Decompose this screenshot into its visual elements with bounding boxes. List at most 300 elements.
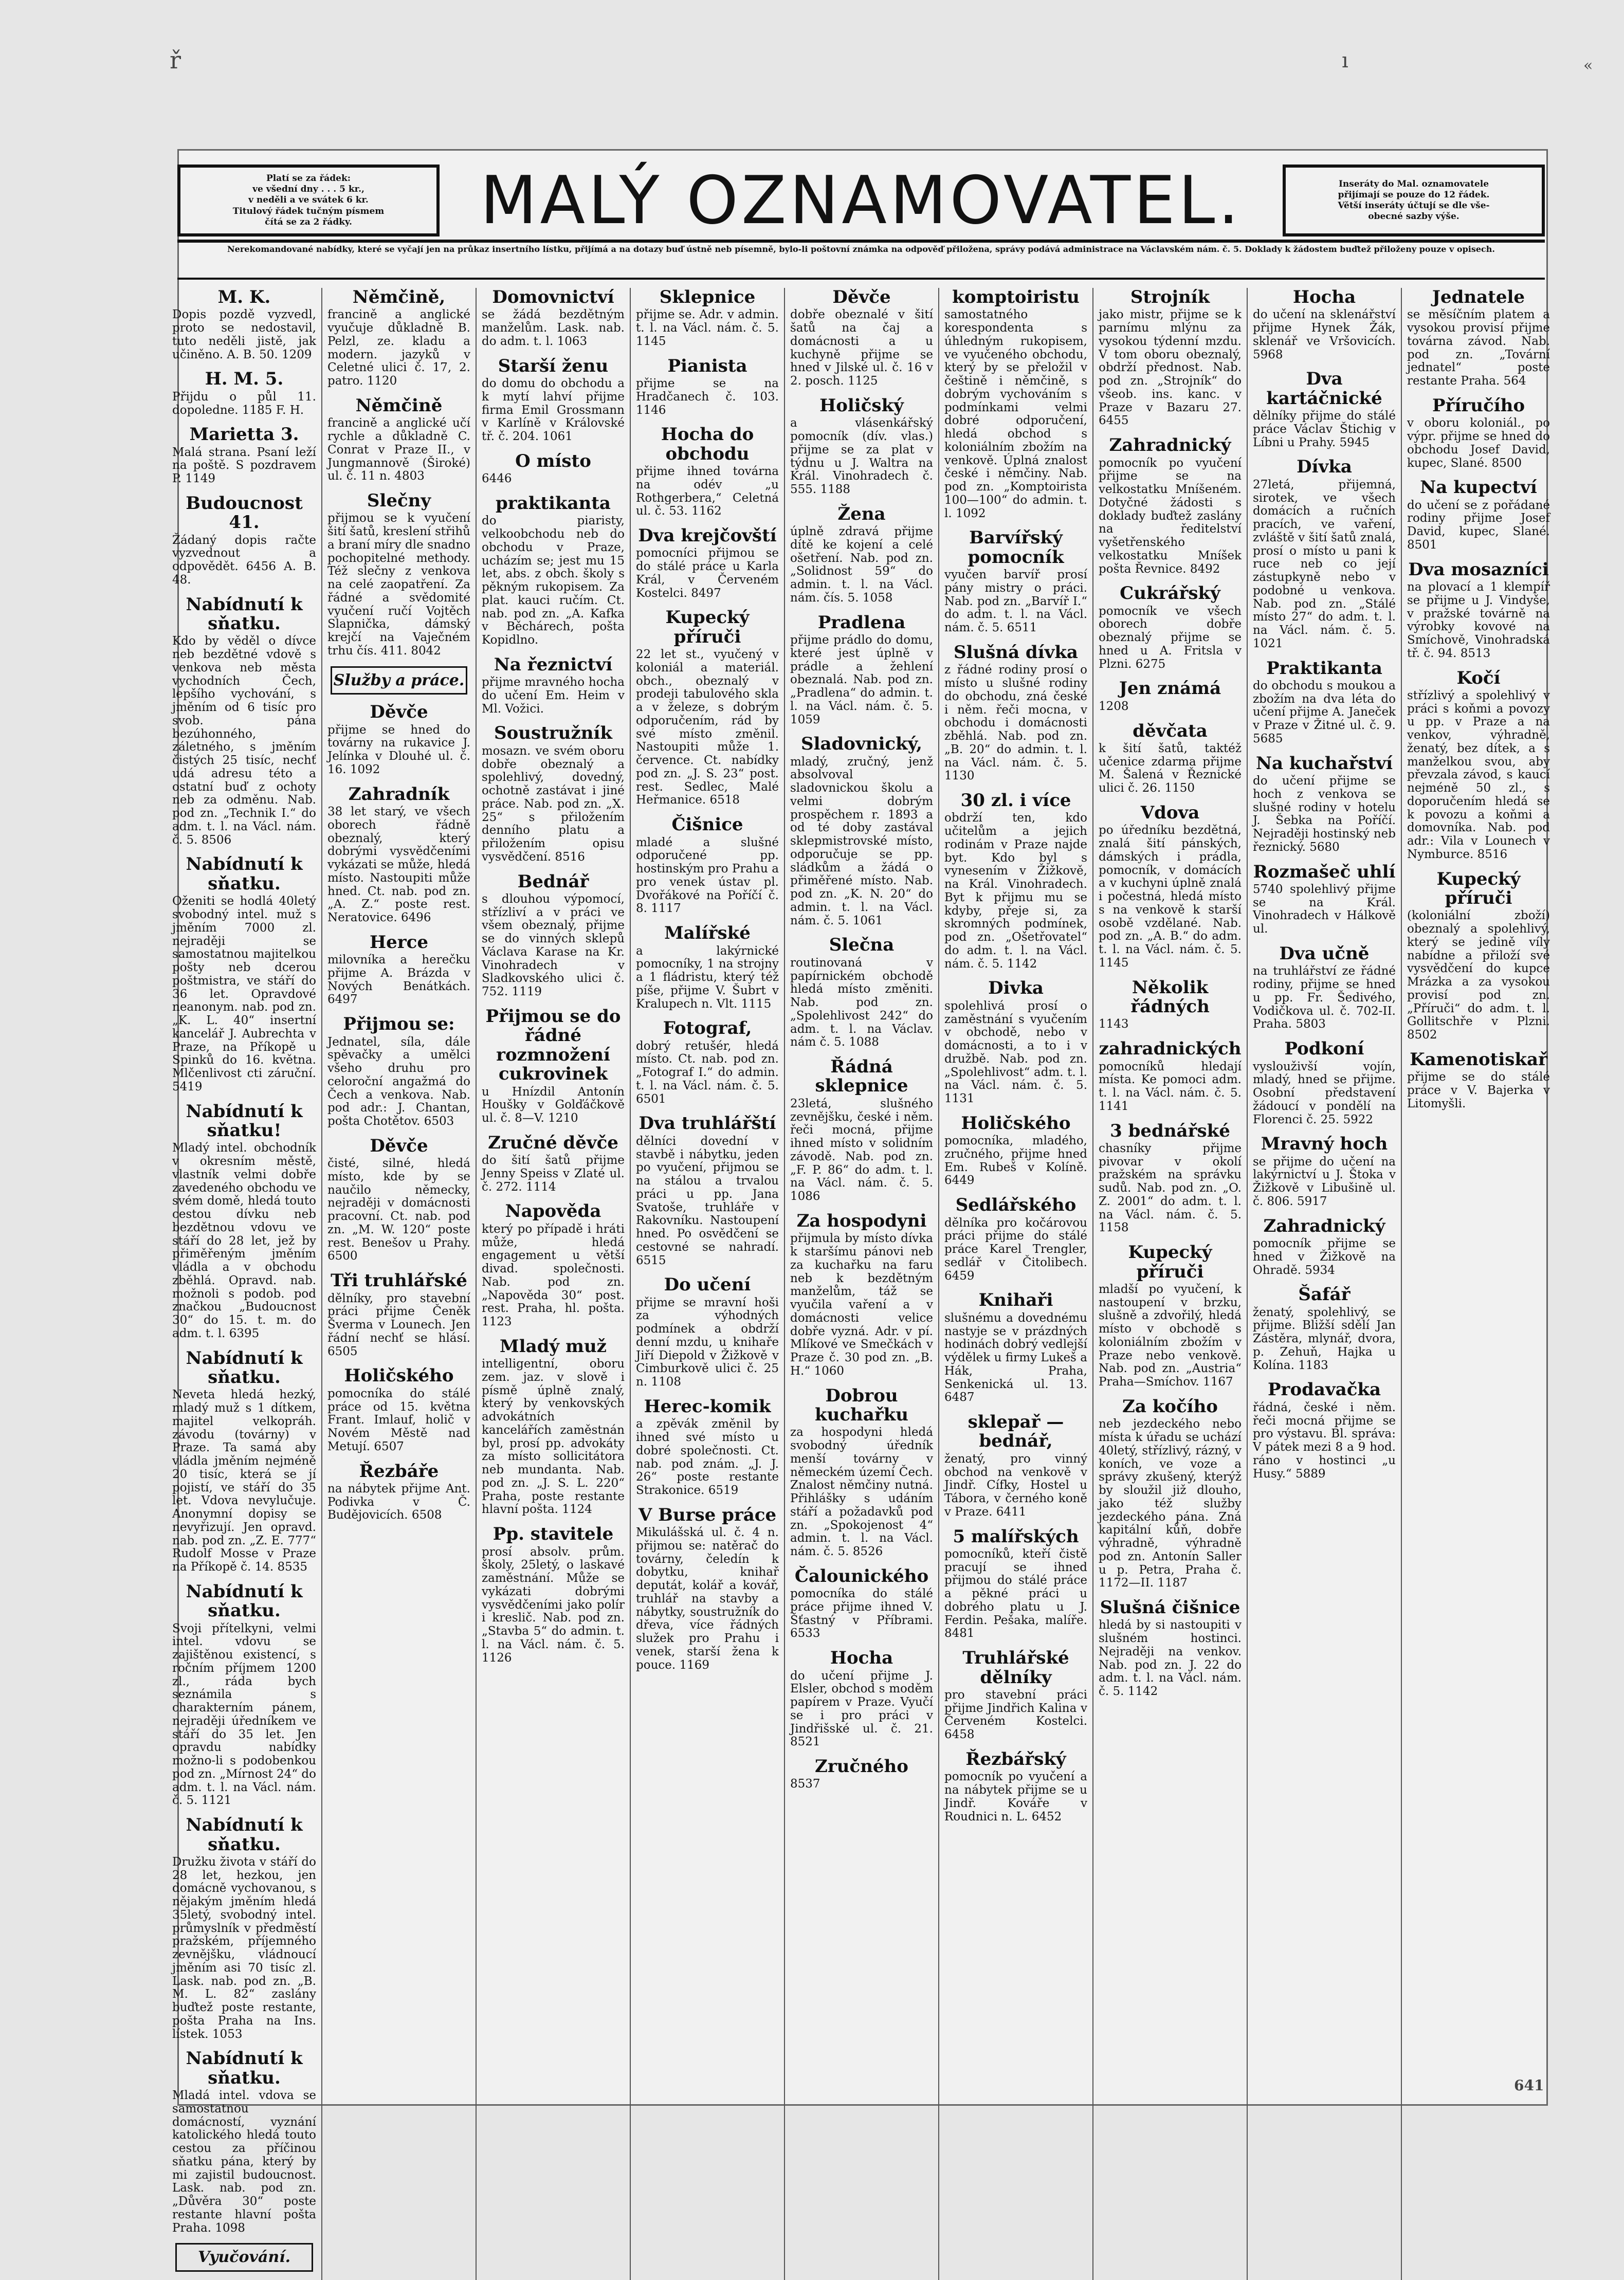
classified-ad [327,396,470,483]
classified-ad [327,288,470,388]
classified-ad [1099,804,1242,970]
ad-body: mladé a slušné odporučené pp. hostinským pro Prahu a pro venek ústav pl. Dvořákové na Poříčí č. 8. 1117 [636,835,779,916]
ad-body: prosí absolv. prům. školy, 25letý, o laskavé zaměstnání. Může se vykázati dobrými vysvědčeními jako polír i kreslič. Nab. pod zn. „Stavba 5“ do admin. t. l. na Václ. nám. č. 5. 1126 [482,1545,625,1665]
ad-title: komptoiristu [952,287,1080,307]
ad-body: Malá strana. Psaní leží na poště. S pozdravem P. 1149 [172,445,316,486]
classified-ad [482,1202,625,1328]
ad-body: intelligentní, oboru zem. jaz. v slově i písmě úplně znalý, který by venkovských advokátních kancelářích zaměstnán byl, prosí pp. advokáty za místo sollicitátora neb mundanta. Nab. pod zn. „J. S. L. 220“ Praha, poste restante hlavní pošta. 1124 [482,1357,625,1517]
ad-title: Kupecký příruči [1128,1242,1212,1282]
ad-body: dělníci dovední v stavbě i nábytku, jeden po vyučení, přijmou se na stálou a trvalou práci u pp. Jana Svatoše, truhláře v Rakovníku. Nastoupení hned. Po osvědčení se cestovné se nahradí. 6515 [636,1134,779,1267]
classified-ad [790,1649,933,1749]
rules-line: přijímají se pouze do 12 řádek. [1338,189,1490,200]
classified-ad [1253,458,1396,650]
classified-ad [636,1506,779,1672]
ad-body: pomocníka do stálé práce od 15. května Frant. Imlauf, holič v Novém Městě nad Metují. 6507 [327,1387,470,1453]
classified-ad [636,1114,779,1267]
classified-ad [636,425,779,518]
classified-ad [482,1007,625,1125]
ad-body: do učení se z pořádané rodiny přijme Josef David, kupec, Slané. 8501 [1407,498,1550,552]
ad-title: Nabídnutí k sňatku. [186,594,303,634]
ad-title: Nabídnutí k sňatku! [186,1101,303,1141]
ad-body: 27letá, přijemná, sirotek, ve všech domácích a ručních pracích, ve vaření, zvláště v šití šatů znalá, prosí o místo u pani k ruce neb co její zástupkyně nebo v podobné u venkova. Nab. pod zn. „Stálé místo 27“ do adm. t. l. na Václ. nám. č. 5. 1021 [1253,478,1396,650]
ad-title: Napověda [505,1201,601,1222]
section-heading: Vyučování. [175,2243,313,2272]
classified-ad [944,288,1087,520]
classified-ad [482,452,625,486]
ad-title: Šafář [1298,1284,1351,1305]
classified-ad [1099,1039,1242,1113]
ad-body: s dlouhou výpomocí, střízliví a v práci ve všem obeznalý, přijme se do vinných sklepů Václava Karase na Kr. Vinohradech v Sladkovského ulici č. 752. 1119 [482,892,625,999]
ad-title: Děvče [370,1135,428,1156]
classified-ad [172,1816,316,2041]
classified-ad [327,703,470,776]
ad-columns [167,287,1555,2267]
ad-title: V Burse práce [638,1504,777,1525]
ad-body: úplně zdravá přijme dítě ke kojení a celé ošetření. Nab. pod zn. „Solidnost 59“ do admin. t. l. na Václ. nám. čís. 5. 1058 [790,525,933,605]
ad-body: 38 let starý, ve všech oborech řádně obeznalý, který dobrými vysvědčeními vykázati se může, hledá místo. Nastoupiti může hned. Ct. nab. pod zn. „A. Z.“ poste rest. Neratovice. 6496 [327,805,470,925]
classified-ad [944,1196,1087,1283]
ad-title: Dva truhlářští [638,1113,776,1134]
ad-title: Zručného [815,1756,908,1777]
section-heading: Služby a práce. [331,666,467,695]
ad-body: přijme mravného hocha do učení Em. Heim v Ml. Vožici. [482,676,625,716]
ad-body: přijme se do stálé práce v V. Bajerka v Litomyšli. [1407,1070,1550,1110]
classified-ad [327,1366,470,1453]
ad-title: Kupecký příruči [665,607,750,647]
columns-top-rule [177,278,1545,280]
ad-title: Dívka [1297,457,1352,478]
ad-body: 1208 [1099,699,1129,713]
classified-ad [1253,659,1396,746]
ad-title: Holičského [961,1112,1071,1134]
ad-title: Zahradnický [1263,1215,1385,1236]
ad-body: a vlásenkářský pomocník (dív. vlas.) přijme se za plat v týdnu u J. Waltra na Král. Vinohradech č. 555. 1188 [790,416,933,497]
ad-body: na truhlářství ze řádné rodiny, přijme se hned u pp. Fr. Šedivého, Vodičkova ul. č. 702-II. Praha. 5803 [1253,964,1396,1031]
ad-title: Cukrářský [1120,583,1220,604]
ad-body: routinovaná v papírnickém obchodě hledá místo změniti. Nab. pod zn. „Spolehlivost 242“ do adm. t. l. na Václav. nám č. 5. 1088 [790,956,933,1049]
ad-body: mosazn. ve svém oboru dobře obeznalý a spolehlivý, dovedný, ochotně zastávat i jiné práce. Nab. pod zn. „X. 25“ s přiložením denního platu a přiložením opisu vysvědčení. 8516 [482,744,625,864]
classified-ad [1253,1039,1396,1126]
ad-column [938,288,1092,2280]
right-edge-mark: « [1583,57,1593,75]
ad-body: pomocníka do stálé práce přijme ihned V. Šťastný v Příbrami. 6533 [790,1587,933,1640]
ad-title: Nabídnutí k sňatku. [186,2048,303,2088]
classified-ad [944,1291,1087,1405]
classified-ad [944,979,1087,1105]
classified-ad [1099,679,1242,713]
ad-title: Kočí [1456,667,1501,688]
ad-title: Dva mosazníci [1408,559,1549,580]
ad-title: Barvířský pomocník [968,527,1064,568]
ad-body: Družku života v stáří do 28 let, hezkou, jen domácně vychovanou, s nějakým jměním hledá 35letý, svobodný intel. průmyslník v předměstí pražském, příjemného zevnějšku, vládnoucí jměním asi 70 tisíc zl. Lask. nab. pod zn. „B. M. L. 82“ zaslány buďtež poste restante, pošta Praha na Ins. lístek. 1053 [172,1855,316,2041]
ad-title: Slušná čišnice [1100,1597,1240,1618]
ad-title: Podkoní [1284,1038,1364,1060]
classified-ad [790,1567,933,1640]
ad-body: u Hnízdil Antonín Houšky v Golďáčkově ul. č. 8—V. 1210 [482,1085,625,1125]
ad-body: přijme ihned továrna na odév „u Rothgerbera,“ Celetná ul. č. 53. 1162 [636,465,779,518]
ad-title: Zručné děvče [488,1132,618,1153]
classified-ad [327,785,470,925]
ad-body: dělníky, pro stavební práci přijme Čeněk Šverma v Lounech. Jen řádní nechť se hlásí. 6505 [327,1291,470,1358]
ad-body: 23letá, slušného zevnějšku, české i něm. řeči mocná, přijme ihned místo v solidním závodě. Nab. pod zn. „F. P. 86“ do adm. t. l. na Václ. nám. č. 5. 1086 [790,1097,933,1203]
classified-ad [327,1271,470,1358]
ad-body: přijme se. Adr. v admin. t. l. na Václ. nám. č. 5. 1145 [636,308,779,348]
classified-ad [790,1212,933,1378]
price-line: v neděli a ve svátek 6 kr. [248,195,369,206]
ad-column [630,288,784,2280]
classified-ad [1099,288,1242,428]
classified-ad [790,396,933,497]
classified-ad [790,505,933,605]
ad-column [1247,288,1401,2280]
ad-title: Dva krejčovští [638,525,777,546]
classified-ad [636,1275,779,1389]
classified-ad [944,1750,1087,1823]
ad-body: do učení na sklenářství přijme Hynek Žák, sklenář ve Vršovicích. 5968 [1253,308,1396,361]
ad-title: Na kupectví [1420,477,1537,498]
classified-ad [482,1337,625,1517]
ad-title: M. K. [217,287,271,307]
classified-ad [790,1387,933,1559]
classified-ad [790,936,933,1049]
ad-title: Řádná sklepnice [815,1056,908,1097]
ad-title: Řezbářský [965,1748,1066,1770]
ad-body: Žádaný dopis račte vyzvednout a odpovědět. 6456 A. B. 48. [172,533,316,587]
price-box [177,165,440,236]
ad-title: Slušná dívka [954,642,1078,663]
ad-body: vyslouživší vojín, mladý, hned se přijme. Osobní představení žádoucí v pondělí na Florenci č. 25. 5922 [1253,1060,1396,1126]
ad-title: Kupecký příruči [1436,868,1521,909]
classified-ad [482,1525,625,1665]
ad-title: Dobrou kuchařku [815,1385,908,1425]
ad-title: Zahradník [348,783,450,805]
classified-ad [790,1757,933,1791]
classified-ad [636,608,779,807]
ad-body: se měsíčním platem a vysokou provisí přijme továrna závod. Nab. pod zn. „Tovární jednatel“ poste restante Praha. 564 [1407,308,1550,388]
ad-title: Děvče [832,287,891,307]
ad-body: přijme prádlo do domu, které jest úplně v prádle a žehlení obeznalá. Nab. pod zn. „Pradlena“ do admin. t. l. na Václ. nám. č. 5. 1059 [790,633,933,726]
classified-ad [944,1114,1087,1188]
ad-body: Jednatel, síla, dále spěvačky a umělci všeho druhu pro celoroční angažmá do Čech a venkova. Nab. pod adr.: J. Chantan, pošta Chotětov. 6503 [327,1035,470,1128]
ad-body: 6446 [482,472,512,486]
ad-title: Mladý muž [500,1336,607,1357]
classified-ad [790,1057,933,1203]
ad-body: pomocník po vyučení a na nábytek přijme se u Jindř. Kováře v Roudnici n. L. 6452 [944,1770,1087,1823]
classified-ad [327,1015,470,1128]
ad-title: Pradlena [817,612,906,633]
classified-ad [1253,1217,1396,1278]
ad-title: Příručího [1432,395,1525,416]
classified-ad [327,1462,470,1523]
ad-body: do šití šatů přijme Jenny Speiss v Zlaté ul. č. 272. 1114 [482,1154,625,1194]
classified-ad [1099,1397,1242,1590]
ad-title: Řezbáře [359,1461,439,1482]
ad-body: dobrý retušér, hledá místo. Ct. nab. pod zn. „Fotograf I.“ do admin. t. l. na Václ. nám. č. 5. 6501 [636,1039,779,1106]
classified-ad [1407,669,1550,862]
classified-ad [172,1349,316,1574]
ad-title: Slečny [367,490,431,512]
ad-body: dělníka pro kočárovou práci přijme do stálé práce Karel Trengler, sedlář v Čitolibech. 6459 [944,1216,1087,1283]
ad-body: a lakýrnické pomocníky, 1 na strojny a 1 fládristu, který též píše, přijme V. Šubrt v Kralupech n. Vlt. 1115 [636,944,779,1011]
ad-body: dobře obeznalé v šití šatů na čaj a domácnosti a u kuchyně přijme se hned v Jilské ul. č. 16 v 2. posch. 1125 [790,308,933,388]
ad-title: Do učení [664,1274,751,1296]
price-line: ve všední dny . . . 5 kr., [252,184,364,195]
ad-body: Svoji přítelkyni, velmi intel. vdovu se zajištěnou existencí, s ročním příjmem 1200 zl., ráda bych seznámila s charakterním pánem, nejraději úředníkem ve stáří do 35 let. Jen opravdu nabídky možno-li s podobenkou pod zn. „Mírnost 24“ do adm. t. l. na Václ. nám. č. 5. 1121 [172,1621,316,1808]
ad-body: který po případě i hráti může, hledá engagement u větší divad. společnosti. Nab. pod zn. „Napověda 30“ post. rest. Praha, hl. pošta. 1123 [482,1222,625,1329]
classified-ad [1099,1243,1242,1389]
ad-body: pomocník po vyučení přijme se na velkostatku Mníšeném. Dotyčné žádosti s doklady buďtež zaslány na ředitelství vyšetřenského velkostatku Mníšek pošta Řevnice. 8492 [1099,456,1242,576]
classified-ad [1407,478,1550,552]
classified-ad [1099,584,1242,671]
ad-title: Pianista [667,355,747,376]
classified-ad [636,815,779,916]
classified-ad [790,613,933,727]
ad-title: Na řeznictví [494,654,613,675]
ad-body: do piaristy, velkoobchodu neb do obchodu v Praze, ucházím se; jest mu 15 let, abs. z obch. školy s pěkným rukopisem. Za plat. kauci ručím. Ct. nab. pod zn. „A. Kafka v Běchárech, pošta Kopidlno. [482,514,625,647]
ad-body: milovníka a herečku přijme A. Brázda v Nových Benátkách. 6497 [327,953,470,1007]
classified-ad [482,288,625,349]
ad-title: Čišnice [671,814,743,835]
ad-body: do domu do obchodu a k mytí lahví přijme firma Emil Grossmann v Karlíně v Královské tř. č. 204. 1061 [482,377,625,444]
ad-title: Knihaři [978,1290,1053,1311]
ad-body: Přijdu o půl 11. dopoledne. 1185 F. H. [172,390,316,417]
classified-ad [790,288,933,388]
classified-ad [172,494,316,587]
ad-body: mladší po vyučení, k nastoupení v brzku, slušně a zdvořilý, hledá místo v obchodě s koloniálním zbožím v Praze nebo venkově. Nab. pod zn. „Austria“ Praha—Smíchov. 1167 [1099,1282,1242,1389]
price-line: čítá se za 2 řádky. [265,216,352,227]
ad-body: se žádá bezdětným manželům. Lask. nab. do adm. t. l. 1063 [482,308,625,348]
ad-title: O místo [515,450,591,471]
ad-title: Fotograf, [663,1018,752,1039]
rules-line: obecné sazby výše. [1368,211,1459,222]
ad-body: mladý, zručný, jenž absolvoval sladovnickou školu a velmi dobrým prospěchem r. 1893 a od té doby zastával sklepmistrovské místo, odporučuje se pp. sládkům a žádá o přiměřené místo. Nab. pod zn. „K. N. 20“ do admin. t. l. na Václ. nám. č. 5. 1061 [790,755,933,927]
ad-body: hledá by si nastoupiti v slušném hostinci. Nejraději na venkov. Nab. pod zn. J. 22 do adm. t. l. na Václ. nám. č. 5. 1142 [1099,1618,1242,1699]
ad-body: pomocníka, mladého, zručného, přijme hned Em. Rubeš v Kolíně. 6449 [944,1134,1087,1188]
insert-rules-box [1283,165,1545,236]
ad-title: Praktikanta [1266,658,1382,679]
ad-title: Holičského [344,1365,454,1387]
ad-title: Za hospodyni [796,1210,927,1231]
ad-body: pomocníci přijmou se do stálé práce u Karla Král, v Červeném Kostelci. 8497 [636,546,779,600]
masthead-rule [177,240,1545,243]
ad-title: Hocha do obchodu [661,424,754,464]
classified-ad [172,595,316,847]
ad-body: přijme se hned do továrny na rukavice J. Jelínka v Dlouhé ul. č. 16. 1092 [327,723,470,776]
ad-title: Němčině, [352,287,446,307]
ad-title: Jednatele [1432,287,1525,307]
classified-ad [944,528,1087,635]
ad-title: Jen známá [1119,678,1221,699]
classified-ad [1407,396,1550,470]
ad-title: Němčině [355,395,443,416]
ad-body: na plovací a 1 klempíř se přijme u J. Vindyše, v pražské továrně na výrobky kovové na Smíchově, Vinohradská tř. č. 94. 8513 [1407,580,1550,660]
classified-ad [482,1134,625,1194]
classified-ad [172,855,316,1093]
ad-title: Pp. stavitele [492,1524,614,1545]
classified-ad [482,357,625,444]
ad-body: přijme se na Hradčanech č. 103. 1146 [636,377,779,417]
classified-ad [1099,722,1242,795]
ad-body: pomocník přijme se hned v Žižkově na Ohradě. 5934 [1253,1237,1396,1277]
ad-title: Bednář [517,871,589,892]
ad-title: Divka [988,978,1044,999]
classified-ad [636,1019,779,1106]
ad-title: Tři truhlářské [331,1270,467,1291]
ad-title: Přijmou se do řádné rozmnožení cukrovinek [485,1006,621,1085]
ad-body: do učení přijme se hoch z venkova se slušné rodiny v hotelu J. Šebka na Poříčí. Nejraději hostinský neb řeznický. 5680 [1253,774,1396,854]
classified-ad [172,370,316,417]
classified-ad [1407,1050,1550,1111]
classified-ad [790,735,933,927]
ad-body: a zpěvák změnil by ihned své místo u dobré společnosti. Ct. nab. pod znám. „J. J. 26“ poste restante Strakonice. 6519 [636,1417,779,1498]
ad-title: Čalounického [794,1565,929,1586]
classified-ad [327,933,470,1007]
page-title: MALÝ OZNAMOVATEL. [480,162,1242,239]
ad-body: 1143 [1099,1017,1129,1031]
ad-body: do učení přijme J. Elsler, obchod s moděm papírem v Praze. Vyučí se i pro práci v Jindřišské ul. č. 21. 8521 [790,1669,933,1749]
classified-ad [636,288,779,349]
ad-body: vyučen barvíř prosí pány mistry o práci. Nab. pod zn. „Barvíř I.“ do adm. t. l. na Václ. nám. č. 5. 6511 [944,568,1087,635]
ad-body: 5740 spolehlivý přijme se na Král. Vinohradech v Hálkově ul. [1253,882,1396,936]
ad-body: Mikulášská ul. č. 4 n. přijmou se: natěrač do továrny, čeledín k dobytku, knihař deputát, kolář a kovář, truhlář na stavby a nábytky, soustružník do dřeva, více řádných služek pro Prahu i venek, starší žena k pouce. 1169 [636,1526,779,1672]
ad-title: Vdova [1140,802,1200,823]
ad-title: Sladovnický, [801,734,922,755]
ad-body: dělníky přijme do stálé práce Václav Štichig v Líbni u Prahy. 5945 [1253,409,1396,449]
classified-ad [1253,1135,1396,1208]
ad-title: Na kuchařství [1255,753,1393,774]
ad-title: Hocha [1292,287,1356,307]
classified-ad [944,1413,1087,1519]
classified-ad [636,1397,779,1498]
ad-body: 22 let st., vyučený v koloniál a materiál. obch., obeznalý v prodeji tabulového skla a v železe, s dobrým odporučením, rád by své místo změnil. Nastoupiti může 1. července. Ct. nabídky pod zn. „J. S. 23“ post. rest. Sedlec, Malé Heřmanice. 6518 [636,648,779,807]
classified-ad [944,791,1087,971]
ad-body: pomocníků, kteří čistě pracují se ihned přijmou do stálé práce a pěkné práci u dobrého platu u J. Ferdin. Pešaka, malíře. 8481 [944,1547,1087,1640]
classified-ad [172,2049,316,2235]
classified-ad [944,1649,1087,1742]
ad-title: Hocha [830,1648,893,1669]
ad-column [476,288,630,2280]
classified-ad [1099,1598,1242,1699]
classified-ad [327,491,470,658]
ad-body: po úředníku bezdětná, znalá šití pánských, dámských i prádla, pomocník, v domácích a v kuchyni úplně znalá i počestná, hledá místo s na venkově k starší osobě vzdělané. Nab. pod zn. „A. B.“ do adm. t. l. na Václ. nám. č. 5. 1145 [1099,824,1242,970]
ad-body: na nábytek přijme Ant. Podivka v Č. Budějovicích. 6508 [327,1482,470,1522]
ad-title: H. M. 5. [205,369,284,390]
masthead [177,162,1545,252]
ad-column [167,288,321,2280]
ad-title: Za kočího [1122,1396,1218,1417]
ad-title: Budoucnost 41. [186,493,303,533]
ad-title: Herce [369,932,428,953]
ad-title: Žena [837,503,886,524]
top-right-mark: ı [1342,49,1348,72]
classified-ad [1253,1285,1396,1372]
ad-body: ženatý, spolehlivý, se přijme. Bližší sdělí Jan Zástěra, mlynář, dvora, p. Zehuň, Hajka u Kolína. 1183 [1253,1305,1396,1372]
ad-body: (koloniální zboží) obeznalý a spolehlivý, který se jedině víly nabídne a přiloží své vysvědčení do kupce Mrázka a za vysokou provisí pod zn. „Příruči“ do adm. t. l. Gollitschře v Plzni. 8502 [1407,909,1550,1042]
ad-column [321,288,476,2280]
ad-body: Dopis pozdě vyzvedl, proto se nedostavil, tuto neděli jistě, jak učiněno. A. B. 50. 1209 [172,308,316,361]
ad-title: Dva kartáčnické [1266,369,1382,409]
rules-line: Větší inseráty účtují se dle vše- [1338,200,1490,211]
ad-column [1401,288,1555,2280]
ad-column [1092,288,1247,2280]
ad-title: Kamenotiskař [1410,1049,1547,1070]
ad-title: Dva učně [1279,943,1370,964]
classified-ad [172,288,316,361]
classified-ad [1253,754,1396,854]
ad-title: Strojník [1130,287,1210,307]
ad-title: zahradnických [1099,1038,1242,1060]
classified-ad [327,1137,470,1263]
ad-body: jako mistr, přijme se k parnímu mlýnu za vysokou týdenní mzdu. V tom oboru obeznalý, obdrží přednost. Nab. pod zn. „Strojník“ do všeob. ins. kanc. v Praze v Bazaru 27. 6455 [1099,308,1242,428]
ad-title: Sedlářského [955,1195,1076,1216]
classified-ad [1407,870,1550,1042]
ad-title: 30 zl. i více [960,790,1071,811]
top-left-mark: ř [170,46,181,74]
ad-body: do obchodu s moukou a zbožím na dva léta do učení přijme A. Janeček v Praze v Žitné ul. č. 9. 5685 [1253,679,1396,745]
ad-title: Holičský [819,395,904,416]
ad-body: francině a anglické učí rychle a důkladně C. Conrat v Praze II., v Jungmannově (Široké) ul. č. 11 n. 4803 [327,416,470,483]
ad-body: pro stavební práci přijme Jindřich Kalina v Červeném Kostelci. 6458 [944,1688,1087,1742]
ad-body: ženatý, pro vinný obchod na venkově v Jindř. Cífky, Hostel u Tábora, v černého koně v Praze. 6411 [944,1452,1087,1519]
ad-title: Nabídnutí k sňatku. [186,1581,303,1621]
classified-ad [1099,436,1242,576]
ad-title: Nabídnutí k sňatku. [186,854,303,894]
classified-ad [482,494,625,647]
ad-title: Mravný hoch [1261,1134,1388,1155]
rules-line: Inseráty do Mal. oznamovatele [1338,178,1489,189]
classified-ad [1253,288,1396,361]
ad-body: k šití šatů, taktéž učenice zdarma přijme M. Šalená v Řeznické ulici č. 26. 1150 [1099,741,1242,795]
ad-title: 3 bednářské [1110,1120,1230,1141]
ad-body: přijmula by místo dívka k staršímu pánovi neb za kuchařku na faru neb k bezdětným manželům, táž se vyučila vaření a v domácnosti velice dobře vyzná. Adr. v pí. Mlíkové ve Smečkách v Praze č. 30 pod zn. „B. H.“ 1060 [790,1232,933,1378]
ad-body: Mladý intel. obchodník v okresním městě, vlastník velmi dobře zavedeného obchodu ve svém domě, hledá touto cestou dívku neb bezdětnou vdovu ve stáří do 28 let, jež by přiměřeným jměním vládla a v obchodu zběhlá. Opravd. nab. možnoli s podob. pod značkou „Budoucnost 30“ do 15. t. m. do adm. t. l. 6395 [172,1141,316,1340]
classified-ad [1253,944,1396,1031]
ad-title: Sklepnice [659,287,756,307]
classified-ad [482,724,625,864]
classified-ad [1407,288,1550,388]
ad-body: 8537 [790,1777,820,1791]
masthead-note: Nerekomandované nabídky, které se vyčají jen na průkaz insertního lístku, přijímá a na dotazy buď ústně neb písemně, bylo-li poštovní známka na odpověď přiložena, správy podává administrace na Václavském nám. č. 5. Doklady k žádostem buďtež přiloženy pouze v opisech. [227,244,1495,254]
ad-title: praktikanta [496,493,611,514]
classified-ad [1253,863,1396,936]
ad-title: děvčata [1133,720,1208,741]
ad-title: Herec-komik [644,1396,771,1417]
classified-ad [636,526,779,600]
classified-ad [636,357,779,417]
ad-title: Slečna [829,935,895,956]
ad-title: Rozmašeč uhlí [1253,861,1396,882]
ad-title: Starší ženu [498,355,609,376]
ad-title: 5 malířských [953,1526,1079,1547]
classified-ad [1253,370,1396,449]
ad-body: Kdo by věděl o dívce neb bezdětné vdově s venkova neb města vychodních Čech, lepšího vychování, s jměním od 6 tisíc pro svob. pána bezúhonného, záletného, s jměním čistých 25 tisíc, nechť udá adresu této a ostatní buď z ochoty neb za odměnu. Nab. pod zn. „Technik I.“ do adm. t. l. na Václ. nám. č. 5. 8506 [172,634,316,847]
ad-title: Několik řádných [1130,977,1210,1017]
ad-title: Přijmou se: [343,1014,455,1035]
classified-ad [1253,1380,1396,1481]
classified-ad [944,1527,1087,1641]
ad-body: obdrží ten, kdo učitelům a jejich rodinám v Praze najde byt. Kdo byl s vynesením v Žižkově, na Král. Vinohradech. Byt k přijmu mu se kdyby, přeje si, za skromných podmínek, pod zn. „Ošetřovatel“ do adm. t. l. na Václ. nám. č. 5. 1142 [944,811,1087,971]
ad-title: Nabídnutí k sňatku. [186,1815,303,1855]
ad-title: Soustružník [494,723,612,744]
classified-ad [172,425,316,486]
ad-body: se přijme do učení na lakýrnictví u J. Štoka v Žižkově v Libušině ul. č. 806. 5917 [1253,1155,1396,1208]
ad-body: čisté, silné, hledá místo, kde by se naučilo německy, nejraději v domácnosti pracovní. Ct. nab. pod zn. „M. W. 120“ poste rest. Benešov u Prahy. 6500 [327,1157,470,1263]
ad-title: Domovnictví [492,287,614,307]
ad-body: slušnému a dovednému nastyje se v prázdných hodinách dobrý vedlejší výdělek u firmy Lukeš a Hák, Praha, Senkenická ul. 13. 6487 [944,1311,1087,1405]
classified-ad [172,1582,316,1808]
ad-body: pomocník ve všech oborech dobře obeznalý přijme se hned u A. Fritsla v Plzni. 6275 [1099,604,1242,671]
classified-ad [636,924,779,1011]
